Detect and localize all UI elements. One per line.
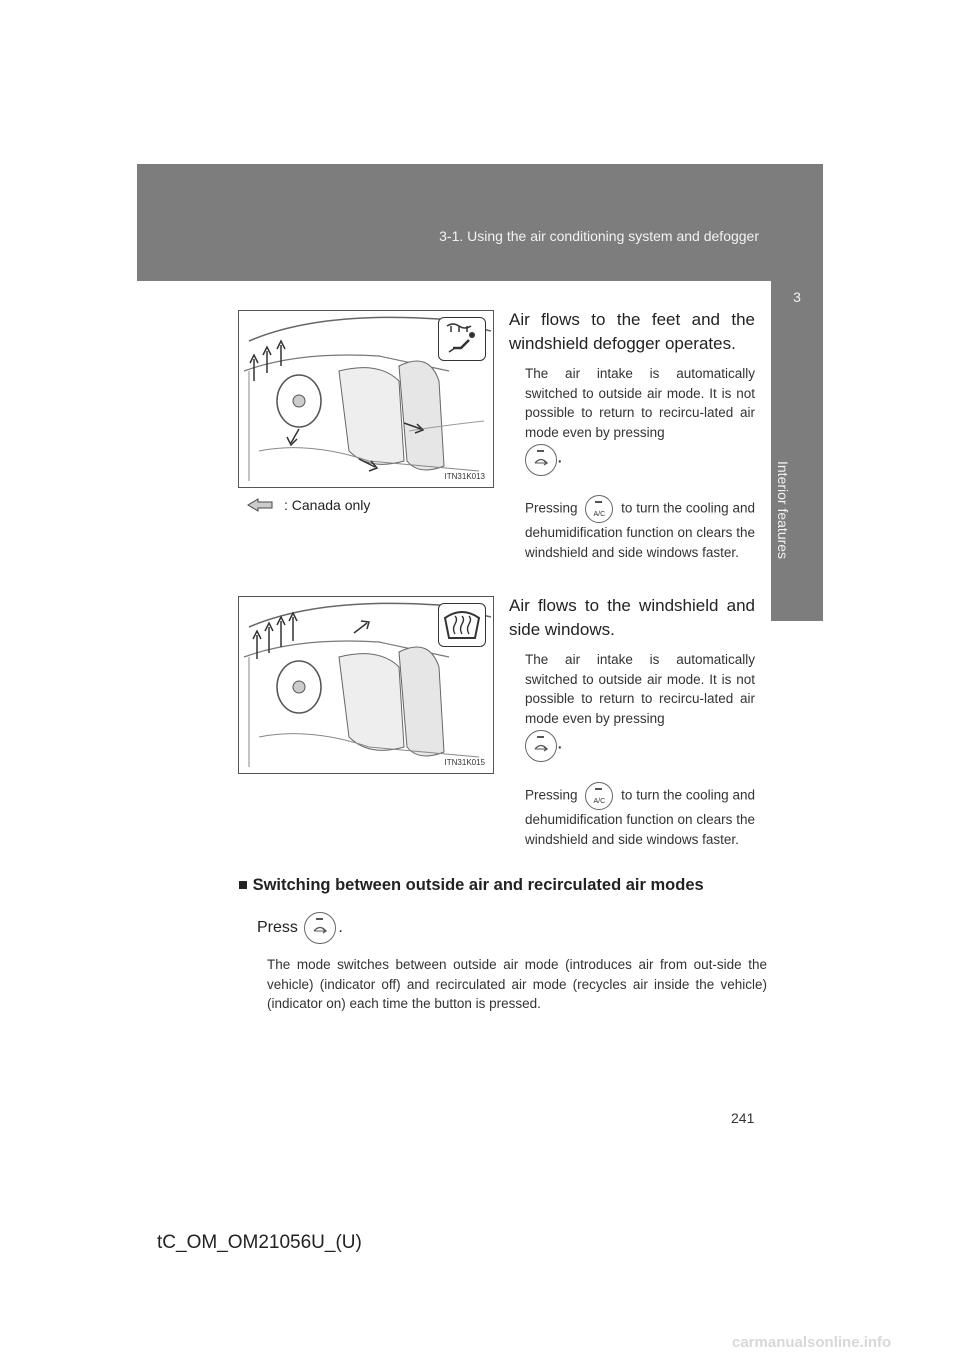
arrow-outline-icon <box>246 497 274 516</box>
section-body: The mode switches between outside air mode (introduces air from out-side the vehicle) (indicator off) and recirculated air mode (recycles air inside the vehicle) (indicator on) each time the button is pressed. <box>267 957 767 1011</box>
recirculation-button-icon <box>525 730 557 762</box>
section-heading-text: Switching between outside air and recirculated air modes <box>252 876 704 894</box>
legend-text: : Canada only <box>284 497 371 514</box>
ac-button-icon: A/C <box>585 495 613 523</box>
mode1-paragraph-b: Pressing A/C to turn the cooling and dehumidification function on clears the windshield and side windows faster. <box>525 495 755 562</box>
feet-defog-icon <box>438 317 486 361</box>
ac-button-icon: A/C <box>585 782 613 810</box>
press-instruction: Press . <box>257 912 343 944</box>
figure-windshield-defrost <box>238 596 494 774</box>
mode2-text-a: The air intake is automatically switched to outside air mode. It is not possible to return to recircu-lated air mode even by pressing <box>525 652 755 726</box>
chapter-side-tab <box>771 281 823 621</box>
document-code: tC_OM_OM21056U_(U) <box>157 1232 362 1253</box>
mode2-paragraph-a: The air intake is automatically switched to outside air mode. It is not possible to return to recircu-lated air mode even by pressing . <box>525 650 755 762</box>
chapter-number: 3 <box>793 289 801 305</box>
mode2-heading: Air flows to the windshield and side windows. <box>509 596 755 639</box>
section-bullet: ■ <box>238 876 248 894</box>
section-heading <box>238 876 704 895</box>
mode1-paragraph-a: The air intake is automatically switched to outside air mode. It is not possible to return to recircu-lated air mode even by pressing . <box>525 364 755 476</box>
mode2-paragraph-b: Pressing A/C to turn the cooling and dehumidification function on clears the windshield and side windows faster. <box>525 782 755 849</box>
mode1-text-a: The air intake is automatically switched to outside air mode. It is not possible to return to recircu-lated air mode even by pressing <box>525 366 755 440</box>
watermark: carmanualsonline.info <box>732 1334 892 1351</box>
mode1-heading: Air flows to the feet and the windshield defogger operates. <box>509 310 755 353</box>
section-title: 3-1. Using the air conditioning system and defogger <box>439 228 759 244</box>
recirculation-button-icon <box>525 444 557 476</box>
legend-canada-only <box>246 497 370 516</box>
figure-code: ITN31K013 <box>444 472 485 481</box>
windshield-defroster-icon <box>438 603 486 647</box>
page-number: 241 <box>731 1110 755 1126</box>
recirculation-button-icon <box>304 912 336 944</box>
figure-code: ITN31K015 <box>444 758 485 767</box>
chapter-label: Interior features <box>775 461 791 560</box>
chapter-header <box>137 164 823 281</box>
figure-feet-defog <box>238 310 494 488</box>
